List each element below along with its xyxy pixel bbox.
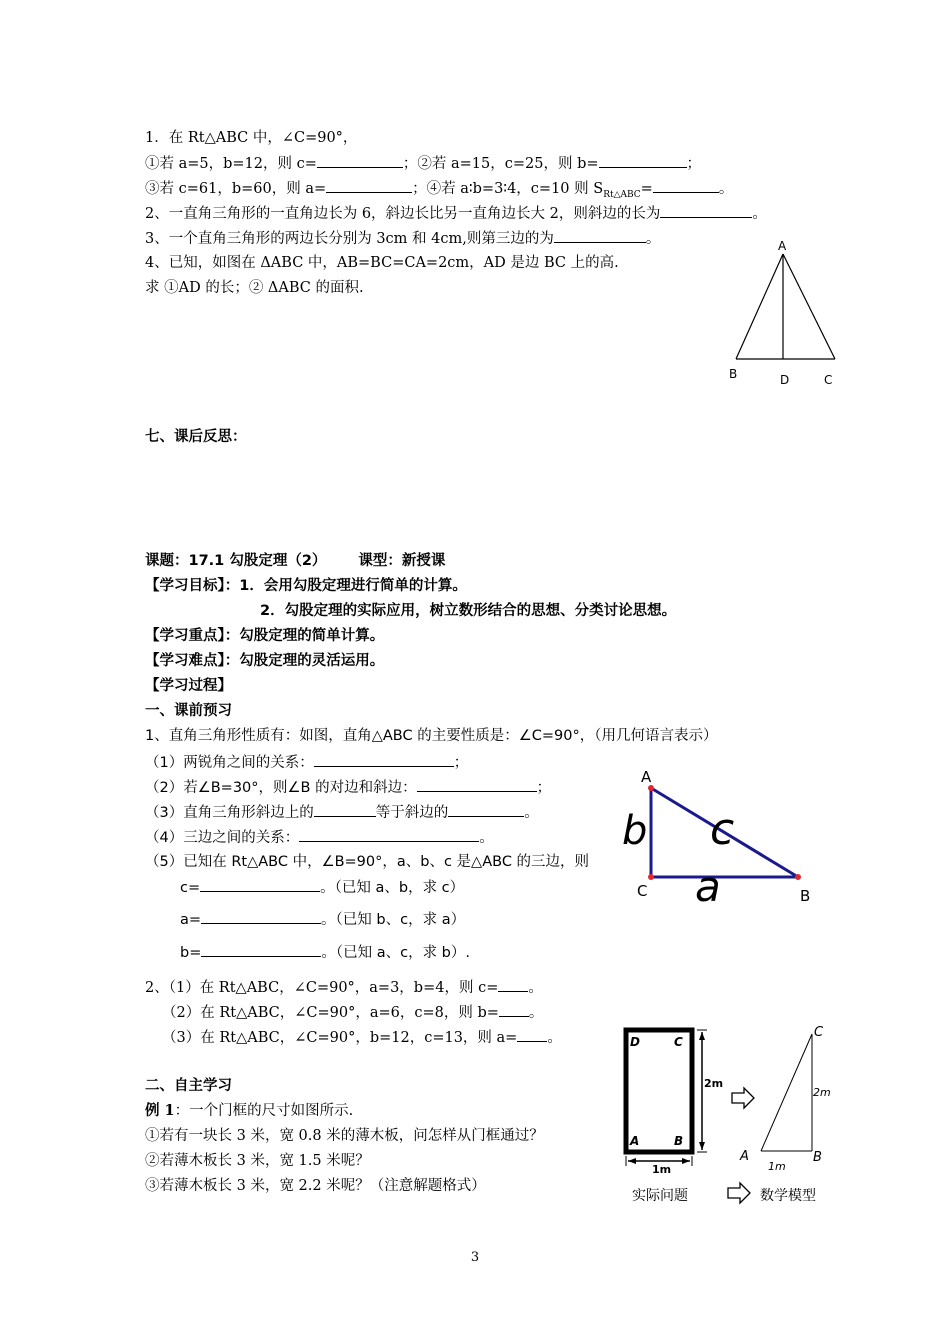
formula-a: a= 。（已知 b、c，求 a） [180,909,465,930]
vertex-a: A [641,768,652,786]
equilateral-triangle-figure [720,232,850,392]
door-height: 2m [704,1077,724,1090]
side-b: b [622,808,648,854]
blank[interactable] [498,977,528,992]
reflection-heading: 七、课后反思： [145,429,247,445]
key-line: 【学习重点】：勾股定理的简单计算。 [145,628,385,644]
blank[interactable] [201,909,321,924]
label-a: A [778,239,787,253]
q1-line-cd: ③若 c=61，b=60，则 a= ；④若 a∶b=3∶4，c=10 则 $S_{Rt\triangle ABC}=$ 。 [145,178,733,205]
q1-line-ab: ①若 a=5，b=12，则 c= ；②若 a=15，c=25，则 b= ； [145,153,701,174]
vertex-b: B [800,887,811,905]
arrow-icon [728,1183,750,1203]
blank[interactable] [314,802,376,817]
lesson-title-line: 课题：17.1 勾股定理（2） 课型：新授课 [145,553,446,569]
page-number: 3 [470,1250,480,1265]
blank[interactable] [317,153,403,168]
caption-actual: 实际问题 [632,1188,688,1204]
exercise-1: 2、（1）在 Rt△ABC，∠C=90°，a=3，b=4，则 c= 。 [145,977,543,998]
model-b: B [813,1150,822,1165]
formula-b: b= 。（已知 a、c，求 b）. [180,942,470,963]
blank[interactable] [448,802,524,817]
preview-p4: （4）三边之间的关系： 。 [145,827,494,848]
door-b: B [674,1134,684,1148]
model-width: 1m [768,1160,786,1173]
preview-p5: （5）已知在 Rt△ABC 中，∠B=90°，a、b、c 是△ABC 的三边，则 [145,854,590,870]
preview-p1: （1）两锐角之间的关系： ； [145,752,468,773]
blank[interactable] [417,777,537,792]
blank[interactable] [517,1027,547,1042]
process-heading: 【学习过程】 [145,678,232,694]
example-1: 例 1：一个门框的尺寸如图所示. [145,1102,354,1119]
door-frame-figure [610,1020,840,1210]
right-triangle-figure [615,762,825,912]
blank[interactable] [326,178,412,193]
label-b: B [729,367,738,381]
blank[interactable] [554,228,646,243]
blank[interactable] [299,827,479,842]
diff-line: 【学习难点】：勾股定理的灵活运用。 [145,653,385,669]
blank[interactable] [653,178,719,193]
model-a: A [740,1149,749,1164]
side-c: c [710,804,735,855]
model-c: C [814,1025,824,1040]
q4-ask: 求 ①AD 的长；② ΔABC 的面积. [145,280,364,296]
door-c: C [674,1035,683,1049]
formula-c: c= 。（已知 a、b，求 c） [180,877,464,898]
label-d: D [780,373,790,387]
preview-p2: （2）若∠B=30°，则∠B 的对边和斜边： ； [145,777,551,798]
blank[interactable] [660,203,752,218]
q3-line: 3、一个直角三角形的两边长分别为 3cm 和 4cm,则第三边的为 。 [145,228,660,249]
caption-model: 数学模型 [760,1188,816,1204]
goal-line-2: 2．勾股定理的实际应用，树立数形结合的思想、分类讨论思想。 [260,603,677,619]
q4-line: 4、已知，如图在 ΔABC 中，AB=BC=CA=2cm，AD 是边 BC 上的高. [145,255,619,271]
model-height: 2m [813,1086,831,1099]
side-a: a [695,862,721,911]
blank[interactable] [314,752,454,767]
preview-p3: （3）直角三角形斜边上的 等于斜边的 。 [145,802,539,823]
self-study-heading: 二、自主学习 [145,1078,232,1094]
goal-line-1: 【学习目标】：1．会用勾股定理进行简单的计算。 [145,578,467,594]
arrow-icon [732,1088,754,1108]
blank[interactable] [499,1002,529,1017]
door-a: A [630,1134,640,1148]
vertex-c: C [637,882,648,900]
q1-head: 1．在 Rt△ABC 中，∠C=90°， [145,130,358,146]
q2-line: 2、一直角三角形的一直角边长为 6，斜边长比另一直角边长大 2，则斜边的长为 。 [145,203,767,224]
exercise-2: （2）在 Rt△ABC，∠C=90°，a=6，c=8，则 b= 。 [162,1002,543,1023]
door-width: 1m [652,1163,672,1176]
preview-intro: 1、直角三角形性质有：如图，直角△ABC 的主要性质是：∠C=90°，（用几何语言表示） [145,728,718,744]
preview-heading: 一、课前预习 [145,703,232,719]
example-q3: ③若薄木板长 3 米，宽 2.2 米呢？（注意解题格式） [145,1178,486,1194]
example-q1: ①若有一块长 3 米，宽 0.8 米的薄木板，问怎样从门框通过？ [145,1128,544,1144]
exercise-3: （3）在 Rt△ABC，∠C=90°，b=12，c=13，则 a= 。 [162,1027,562,1048]
blank[interactable] [200,877,320,892]
example-q2: ②若薄木板长 3 米，宽 1.5 米呢？ [145,1153,370,1169]
label-c: C [824,373,833,387]
blank[interactable] [201,942,321,957]
blank[interactable] [599,153,687,168]
door-d: D [630,1035,640,1049]
